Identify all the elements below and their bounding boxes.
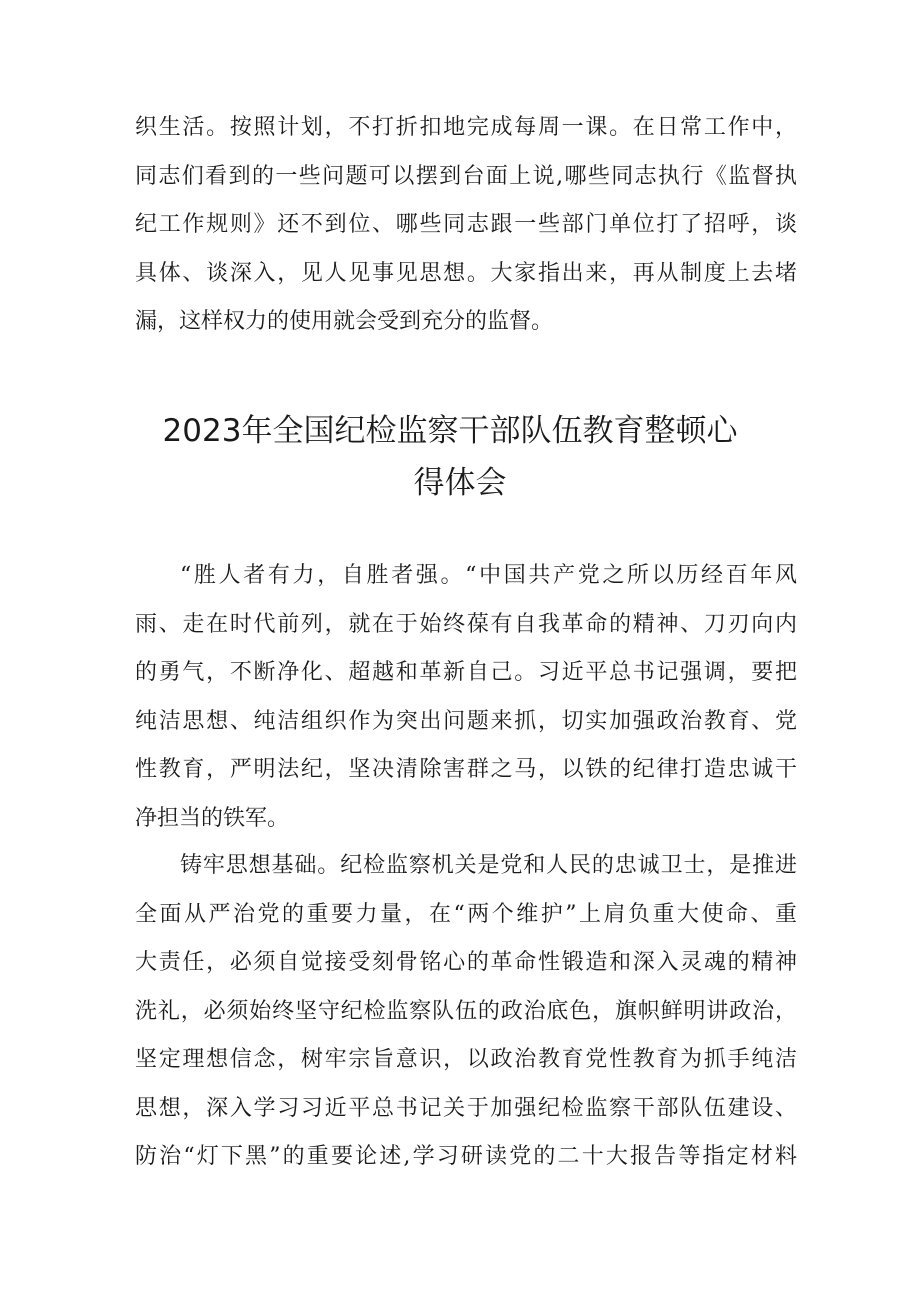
text-line: 全面从严治党的重要力量，在“两个维护”上肩负重大使命、重 (135, 901, 797, 927)
top-paragraph (135, 104, 797, 347)
title-line-1: 2023年全国纪检监察干部队伍教育整顿心 (162, 413, 738, 449)
text-line: 纪工作规则》还不到位、哪些同志跟一些部门单位打了招呼，谈 (135, 212, 797, 237)
title-line-2: 得体会 (413, 465, 507, 501)
text-line: 防治“灯下黑”的重要论述,学习研读党的二十大报告等指定材料 (135, 1144, 797, 1169)
text-line: 大责任，必须自觉接受刻骨铭心的革命性锻造和深入灵魂的精神 (135, 950, 797, 975)
text-line: 思想，深入学习习近平总书记关于加强纪检监察干部队伍建设、 (135, 1095, 797, 1121)
paragraph-2 (135, 842, 797, 1182)
text-line: 漏，这样权力的使用就会受到充分的监督。 (135, 309, 554, 334)
text-line: 纯洁思想、纯洁组织作为突出问题来抓，切实加强政治教育、党 (135, 708, 797, 734)
text-line: 性教育，严明法纪，坚决清除害群之马，以铁的纪律打造忠诚干 (135, 757, 797, 782)
text-line: 洗礼，必须始终坚守纪检监察队伍的政治底色，旗帜鲜明讲政治， (135, 998, 797, 1024)
text-line: 铸牢思想基础。纪检监察机关是党和人民的忠诚卫士，是推进 (180, 853, 797, 878)
text-line: 具体、谈深入，见人见事见思想。大家指出来，再从制度上去堵 (135, 260, 797, 286)
text-line: “胜人者有力，自胜者强。“中国共产党之所以历经百年风 (180, 563, 797, 588)
paragraph-1 (135, 552, 797, 843)
text-line: 同志们看到的一些问题可以摆到台面上说,哪些同志执行《监督执 (135, 163, 797, 189)
article-title (100, 405, 820, 509)
text-line: 净担当的铁军。 (135, 805, 290, 831)
text-line: 的勇气，不断净化、超越和革新自己。习近平总书记强调，要把 (135, 660, 797, 685)
text-line: 坚定理想信念，树牢宗旨意识，以政治教育党性教育为抓手纯洁 (135, 1047, 797, 1072)
text-line: 雨、走在时代前列，就在于始终葆有自我革命的精神、刀刃向内 (135, 611, 797, 637)
text-line: 织生活。按照计划，不打折扣地完成每周一课。在日常工作中， (135, 115, 797, 140)
